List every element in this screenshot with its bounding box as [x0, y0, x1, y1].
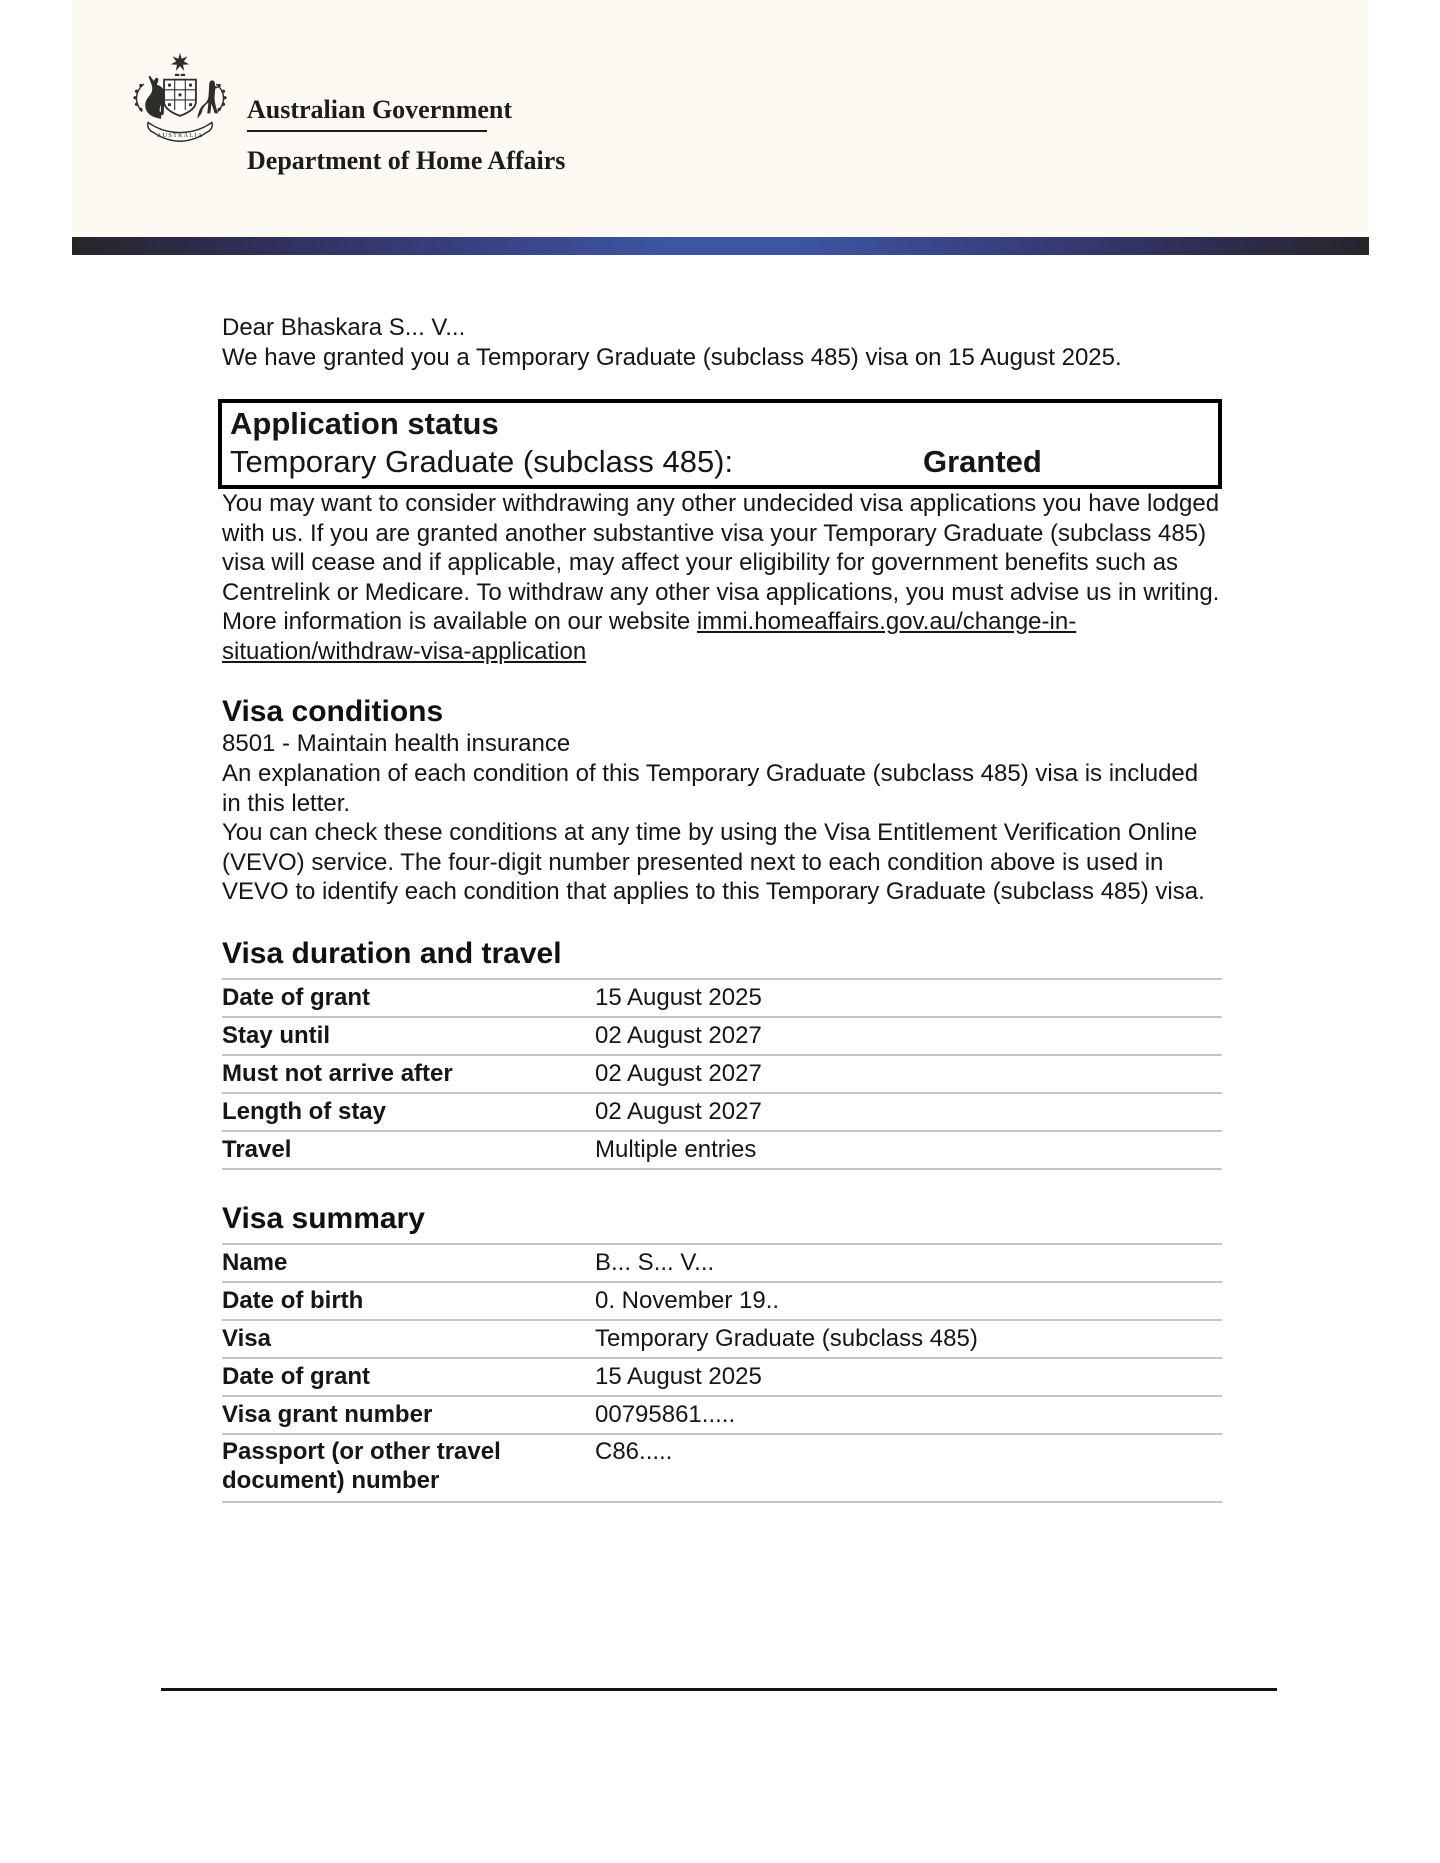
- page-footer-divider: [161, 1688, 1277, 1691]
- vevo-paragraph: You can check these conditions at any time by using the Visa Entitlement Verification Online (VEVO) service. The four-digit number presented next to each condition above is used in VEVO to identify each condition that applies to this Temporary Graduate (subclass 485) visa.: [222, 819, 1205, 905]
- table-row: [222, 1319, 1222, 1357]
- visa-type-label: Temporary Graduate (subclass 485):: [230, 444, 734, 479]
- shield-icon: [164, 80, 196, 116]
- table-row: [222, 1395, 1222, 1433]
- table-row: [222, 1092, 1222, 1130]
- australia-ribbon-icon: [148, 122, 213, 141]
- row-value: 02 August 2027: [595, 1059, 762, 1087]
- table-row: [222, 978, 1222, 1016]
- emu-icon: [197, 80, 219, 118]
- row-label: Date of grant: [222, 1362, 371, 1390]
- withdraw-paragraph: [222, 489, 1222, 666]
- row-value: 00795861.....: [595, 1400, 736, 1428]
- letter-body: [222, 313, 1222, 1503]
- government-header: [72, 0, 1369, 255]
- header-accent-bar: [72, 237, 1369, 255]
- row-label: Date of grant: [222, 983, 371, 1011]
- row-label: Visa: [222, 1324, 271, 1352]
- withdraw-visa-link[interactable]: immi.homeaffairs.gov.au/change-in-situation/withdraw-visa-application: [222, 608, 1077, 665]
- summary-heading: Visa summary: [222, 1201, 425, 1235]
- visa-summary-table: [222, 1243, 1222, 1503]
- row-label: Passport (or other travel document) number: [222, 1437, 501, 1494]
- agency-name: Australian Government: [247, 95, 513, 124]
- row-label: Length of stay: [222, 1097, 387, 1125]
- row-value: 0. November 19..: [595, 1286, 780, 1314]
- application-status-row: [230, 443, 1208, 481]
- row-label: Name: [222, 1248, 288, 1276]
- condition-item: 8501 - Maintain health insurance: [222, 730, 571, 757]
- application-status-title: Application status: [230, 406, 499, 441]
- row-value: 02 August 2027: [595, 1021, 762, 1049]
- row-label: Travel: [222, 1135, 292, 1163]
- status-value: Granted: [923, 444, 1042, 479]
- table-row: [222, 1130, 1222, 1168]
- salutation: Dear Bhaskara S... V...: [222, 314, 466, 341]
- department-name: Department of Home Affairs: [247, 146, 566, 175]
- row-value: Multiple entries: [595, 1135, 757, 1163]
- row-label: Stay until: [222, 1021, 331, 1049]
- table-row: [222, 1357, 1222, 1395]
- duration-heading: Visa duration and travel: [222, 936, 562, 970]
- agency-divider: [247, 130, 487, 132]
- ribbon-text: AUSTRALIA: [156, 131, 204, 139]
- visa-duration-table: [222, 978, 1222, 1170]
- australian-coat-of-arms-icon: [122, 52, 238, 174]
- visa-conditions-heading: Visa conditions: [222, 695, 444, 728]
- grant-intro: We have granted you a Temporary Graduate (subclass 485) visa on 15 August 2025.: [222, 344, 1122, 371]
- table-row: [222, 1054, 1222, 1092]
- table-row: [222, 1016, 1222, 1054]
- row-value: 02 August 2027: [595, 1097, 762, 1125]
- conditions-explanation: An explanation of each condition of this Temporary Graduate (subclass 485) visa is included in this letter.: [222, 760, 1199, 817]
- row-label: Date of birth: [222, 1286, 364, 1314]
- row-value: B... S... V...: [595, 1248, 715, 1276]
- commonwealth-star-icon: [171, 53, 190, 71]
- table-row: [222, 1243, 1222, 1281]
- table-row: [222, 1433, 1222, 1501]
- table-row: [222, 1281, 1222, 1319]
- application-status-box: [218, 399, 1222, 489]
- row-value: Temporary Graduate (subclass 485): [595, 1324, 978, 1352]
- withdraw-text: You may want to consider withdrawing any other undecided visa applications you have lodged with us. If you are granted another substantive visa your Temporary Graduate (subclass 485) visa will cease and if applicable, may affect your eligibility for government benefits such as Centrelink or Medicare. To withdraw any other visa applications, you must advise us in writing. More information is available on our website: [222, 490, 1220, 635]
- row-label: Visa grant number: [222, 1400, 433, 1428]
- row-value: 15 August 2025: [595, 983, 762, 1011]
- row-value: C86.....: [595, 1437, 673, 1465]
- row-label: Must not arrive after: [222, 1059, 453, 1087]
- row-value: 15 August 2025: [595, 1362, 762, 1390]
